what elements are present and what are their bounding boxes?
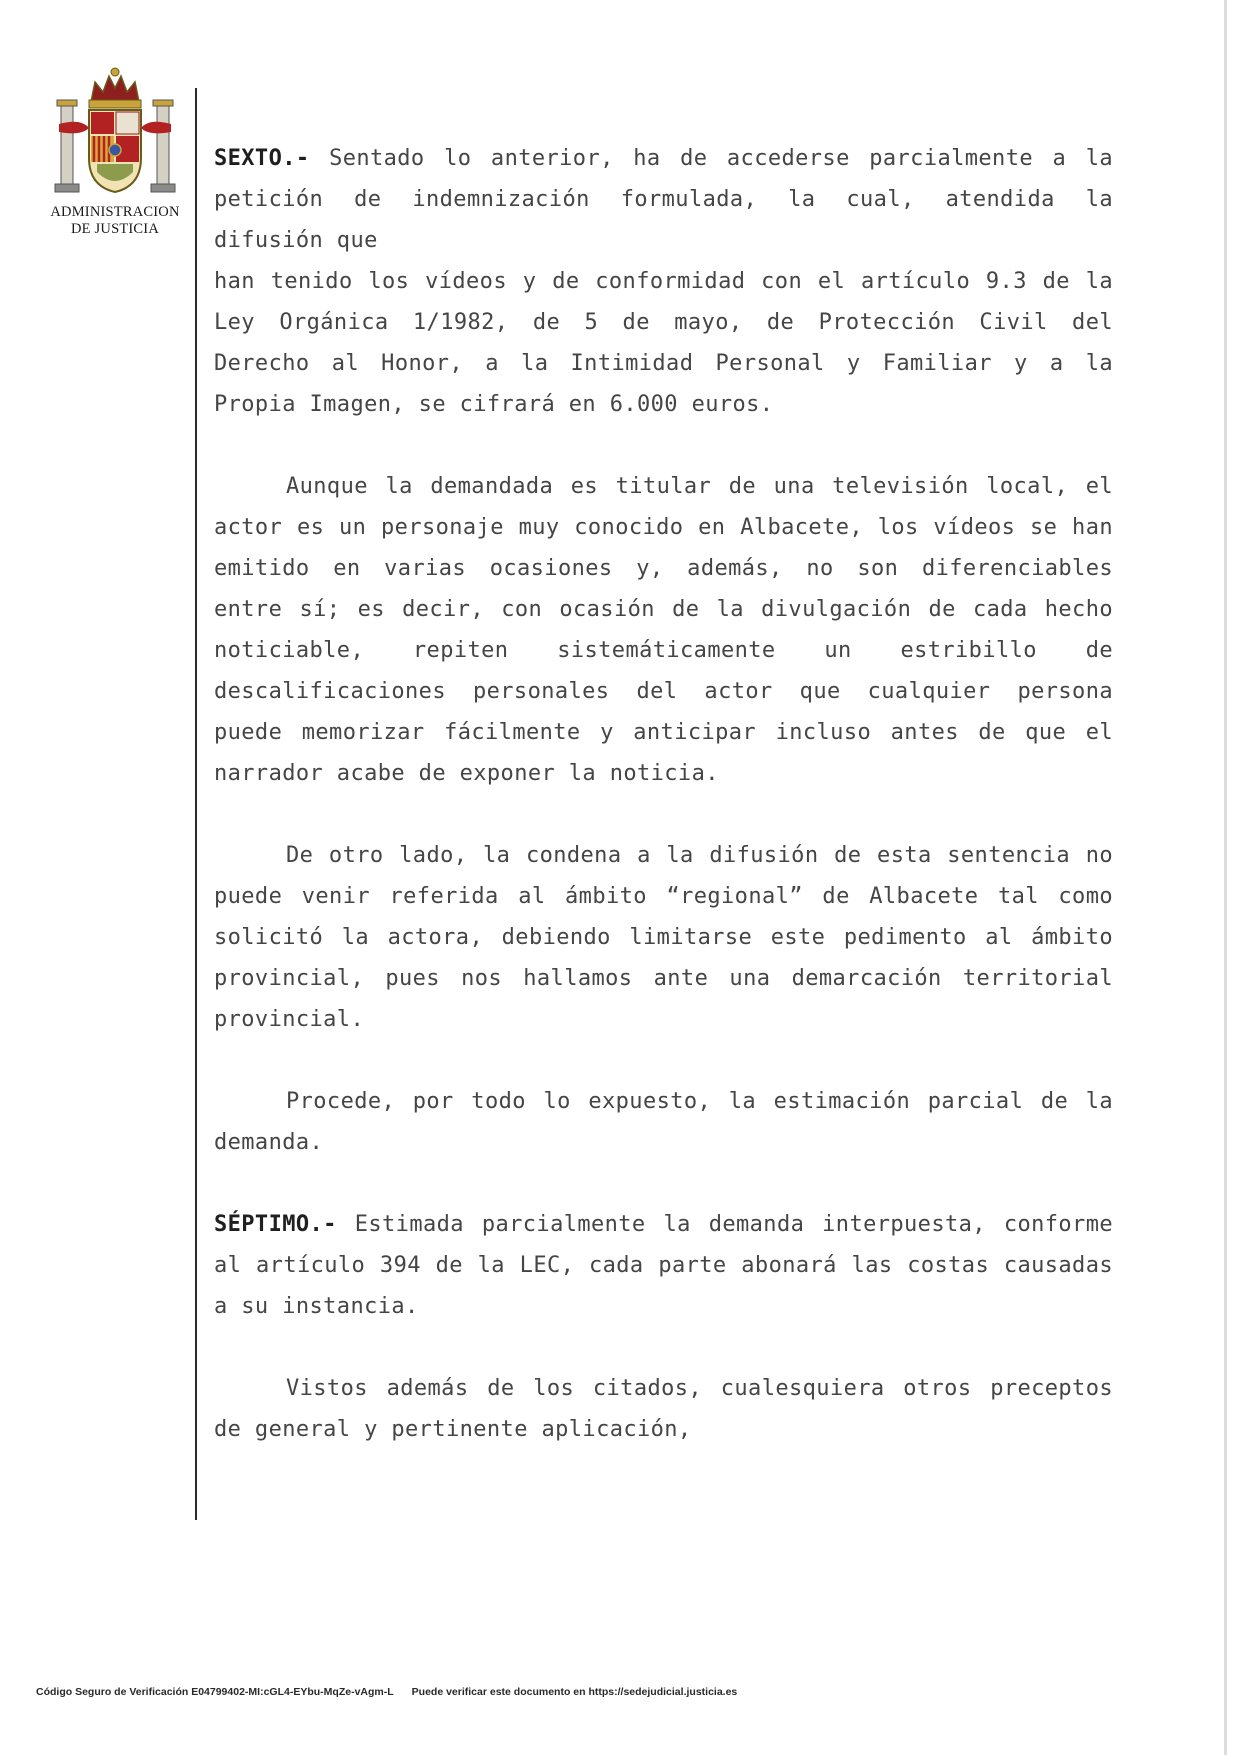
- section-heading-septimo: SÉPTIMO.-: [214, 1212, 337, 1237]
- org-name-line2: DE JUSTICIA: [71, 221, 159, 237]
- verification-code: Código Seguro de Verificación E04799402-MI:cGL4-EYbu-MqZe-vAgm-L: [36, 1686, 394, 1698]
- paragraph-de-otro-lado-text: De otro lado, la condena a la difusión de esta sentencia no puede venir referida al ámbito “regional” de Albacete tal como solicitó la actora, debiendo limitarse este pedimento al ámbito provincial, pues nos hallamos ante una demarcación territorial provincial.: [214, 843, 1113, 1032]
- paragraph-aunque: [214, 466, 1113, 794]
- verification-footer: [36, 1686, 737, 1698]
- org-name-line1: ADMINISTRACION: [50, 204, 180, 220]
- section-heading-sexto: SEXTO.-: [214, 146, 310, 171]
- paragraph-procede-text: Procede, por todo lo expuesto, la estimación parcial de la demanda.: [214, 1089, 1113, 1155]
- paragraph-vistos: [214, 1368, 1113, 1450]
- paragraph-sexto-text: Sentado lo anterior, ha de accederse parcialmente a la petición de indemnización formulada, la cual, atendida la difusión que: [214, 146, 1113, 253]
- paragraph-vistos-text: Vistos además de los citados, cualesquiera otros preceptos de general y pertinente aplicación,: [214, 1376, 1113, 1442]
- verification-url-text[interactable]: Puede verificar este documento en https://sedejudicial.justicia.es: [411, 1686, 738, 1698]
- paragraph-aunque-text: Aunque la demandada es titular de una televisión local, el actor es un personaje muy conocido en Albacete, los vídeos se han emitido en varias ocasiones y, además, no son diferenciables entre sí; es decir, con ocasión de la divulgación de cada hecho noticiable, repiten sistemáticamente un estribillo de descalificaciones personales del actor que cualquier persona puede memorizar fácilmente y anticipar incluso antes de que el narrador acabe de exponer la noticia.: [214, 474, 1113, 786]
- document-body: [214, 138, 1113, 1491]
- paragraph-sexto: [214, 138, 1113, 425]
- paragraph-procede: [214, 1081, 1113, 1163]
- page-edge-line: [1224, 0, 1227, 1755]
- header-logo: [44, 62, 186, 238]
- paragraph-de-otro-lado: [214, 835, 1113, 1040]
- paragraph-sexto-text-cont: han tenido los vídeos y de conformidad con el artículo 9.3 de la Ley Orgánica 1/1982, de 5 de mayo, de Protección Civil del Derecho al Honor, a la Intimidad Personal y Familiar y a la Propia Imagen, se cifrará en 6.000 euros.: [214, 269, 1113, 417]
- margin-rule: [195, 88, 197, 1520]
- paragraph-septimo-text: Estimada parcialmente la demanda interpuesta, conforme al artículo 394 de la LEC, cada parte abonará las costas causadas a su instancia.: [214, 1212, 1113, 1319]
- paragraph-septimo: [214, 1204, 1113, 1327]
- spanish-coat-of-arms-icon: [51, 62, 179, 204]
